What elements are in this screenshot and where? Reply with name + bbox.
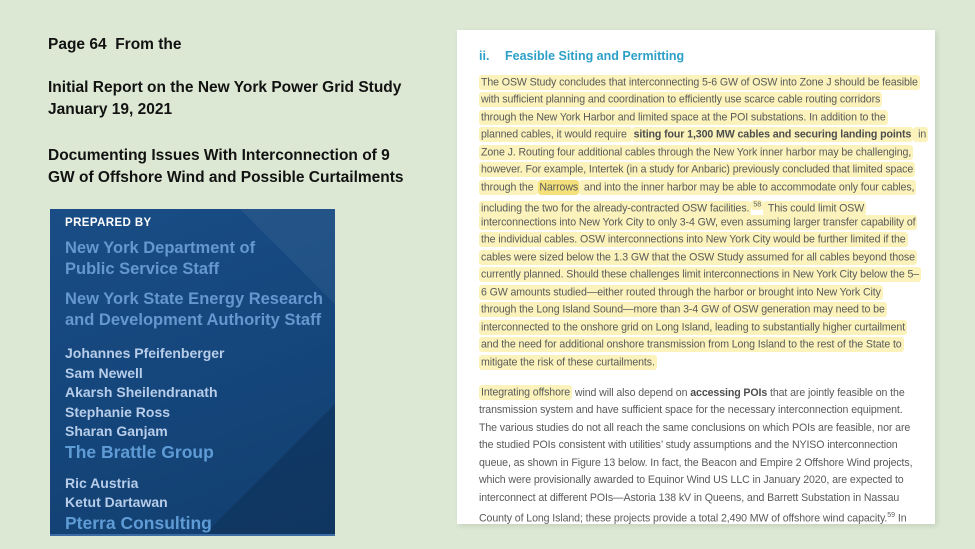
text-segment: cables were sized below the 1.3 GW that the OSW Study assumed for all cables beyond those	[481, 251, 915, 263]
paragraph-line	[479, 455, 923, 473]
text-segment: interconnect at different POIs—Astoria 138 kV in Queens, and Barrett Substation in Nassau	[479, 491, 900, 504]
text-segment: Narrows	[539, 181, 579, 193]
paragraph-line	[479, 74, 923, 92]
text-segment: the studied POIs consistent with utilities’ study assumptions and the NYISO interconnection	[479, 439, 898, 451]
text-segment: and the need for additional onshore transmission from Long Island to the rest of the State to	[481, 338, 902, 351]
text-segment: This could limit OSW	[765, 202, 865, 215]
paragraph-line	[479, 302, 923, 320]
paragraph-line	[479, 354, 923, 372]
headline-subject	[48, 145, 468, 189]
section-heading	[479, 48, 923, 64]
headline-report-title	[48, 77, 468, 121]
text-segment: however. For example, Intertek (in a study for Anbaric) previously concluded that limited space	[481, 163, 914, 176]
prepared-by-label: PREPARED BY	[65, 217, 152, 229]
text-segment: that are jointly feasible on the	[767, 386, 905, 399]
paragraph-line	[479, 507, 923, 524]
text-segment: in	[915, 128, 927, 141]
paragraph-line	[479, 319, 923, 337]
paragraph-line	[479, 385, 923, 403]
paragraph-line	[479, 472, 923, 490]
text-segment: wind will also depend on	[572, 386, 691, 399]
footnote-ref: 59	[887, 512, 896, 519]
text-segment: through the Long Island Sound—more than 3-4 GW of OSW generation may need to be	[481, 303, 885, 316]
organization-line: Public Service Staff	[65, 260, 220, 278]
organization-list	[65, 238, 327, 331]
text-segment: which were provisionally awarded to Equinor Wind US LLC in January 2020, are expected to	[479, 474, 904, 486]
section-numeral: ii.	[479, 49, 490, 63]
paragraph-line	[479, 127, 927, 145]
member-name: Ketut Dartawan	[65, 494, 168, 510]
team-group	[65, 474, 327, 534]
text-segment: planned cables, it would require	[481, 128, 630, 141]
member-name: Stephanie Ross	[65, 403, 171, 420]
headline-line: Initial Report on the New York Power Grid Study	[48, 79, 402, 96]
member-name: Sharan Ganjam	[65, 423, 168, 439]
text-segment: 6 GW amounts studied—either routed through the harbor or brought into New York City	[481, 286, 881, 298]
paragraph	[479, 74, 927, 372]
paragraph	[479, 385, 923, 525]
text-segment: with sufficient planning and coordination to efficiently use scarce cable routing corridors	[481, 93, 881, 106]
text-segment: currently planned. Should these challenges limit interconnections in New York City below the 5–	[481, 268, 920, 281]
paragraph-line	[479, 109, 923, 127]
text-segment: mitigate the risk of these curtailments.	[481, 356, 655, 368]
text-segment: and into the inner harbor may be able to accommodate only four cables,	[581, 181, 915, 193]
member-name: Sam Newell	[65, 364, 143, 381]
headline-line: GW of Offshore Wind and Possible Curtailments	[48, 169, 404, 186]
text-segment: transmission system and have sufficient space for the necessary interconnection equipment.	[479, 404, 903, 416]
team-group	[65, 344, 327, 463]
section-title: Feasible Siting and Permitting	[505, 49, 685, 63]
text-segment: Integrating offshore	[481, 386, 571, 399]
paragraph-line	[479, 284, 923, 302]
company-name: The Brattle Group	[65, 441, 214, 462]
text-segment: interconnections into New York City to only 3-4 GW, even assuming larger transfer capability of	[481, 216, 916, 228]
organization-line: and Development Authority Staff	[65, 311, 322, 329]
paragraph-line	[479, 197, 923, 215]
headline-page-ref	[48, 34, 468, 56]
text-segment: Zone J. Routing four additional cables through the New York inner harbor may be challenging,	[481, 146, 912, 158]
member-name: Ric Austria	[65, 474, 139, 491]
paragraph-line	[479, 92, 923, 110]
paragraph-list	[479, 74, 927, 524]
text-segment: County of Long Island; these projects provide a total 2,490 MW of offshore wind capacity.	[479, 512, 888, 524]
paragraph-line	[479, 232, 923, 250]
text-segment: The OSW Study concludes that interconnecting 5-6 GW of OSW into Zone J should be feasible	[481, 76, 918, 88]
paragraph-line	[479, 337, 923, 355]
footnote-ref: 58	[753, 201, 762, 209]
team-list	[65, 344, 327, 534]
text-segment: the individual cables. OSW interconnections into New York City would be further limited if the	[481, 233, 906, 246]
text-segment: through the New York Harbor and limited space at the POI substations. In addition to the	[481, 111, 886, 123]
member-name: Akarsh Sheilendranath	[65, 384, 218, 400]
member-name: Johannes Pfeifenberger	[65, 345, 225, 361]
text-segment: queue, as shown in Figure 13 below. In fact, the Beacon and Empire 2 Offshore Wind projects,	[479, 456, 913, 469]
paragraph-line	[479, 179, 923, 197]
paragraph-line	[479, 144, 923, 162]
paragraph-line	[479, 490, 923, 508]
company-name: Pterra Consulting	[65, 512, 212, 533]
text-segment: siting four 1,300 MW cables and securing landing points	[633, 128, 912, 141]
paragraph-line	[479, 437, 923, 455]
organization-line: New York Department of	[65, 239, 256, 257]
text-segment: through the	[481, 181, 537, 193]
text-segment: interconnected to the onshore grid on Long Island, leading to substantially higher curtailment	[481, 321, 906, 333]
paragraph-line	[479, 402, 923, 420]
paragraph-line	[479, 162, 923, 180]
organization-name	[65, 238, 327, 280]
prepared-by-card	[50, 209, 335, 536]
text-segment: including the two for the already-contracted OSW facilities.	[481, 202, 750, 215]
headline-line: Documenting Issues With Interconnection of 9	[48, 147, 390, 164]
paragraph-line	[479, 249, 923, 267]
organization-name	[65, 289, 327, 331]
headline-line: Page 64 From the	[48, 36, 182, 53]
paragraph-line	[479, 267, 923, 285]
text-segment: accessing POIs	[690, 386, 768, 399]
paragraph-line	[479, 214, 923, 232]
document-excerpt-panel	[457, 30, 935, 524]
text-segment: In	[895, 512, 907, 524]
headline-line: January 19, 2021	[48, 101, 173, 118]
organization-line: New York State Energy Research	[65, 290, 324, 308]
text-segment: The various studies do not all reach the same conclusions on which POIs are feasible, nor are	[479, 421, 911, 434]
paragraph-line	[479, 420, 923, 438]
